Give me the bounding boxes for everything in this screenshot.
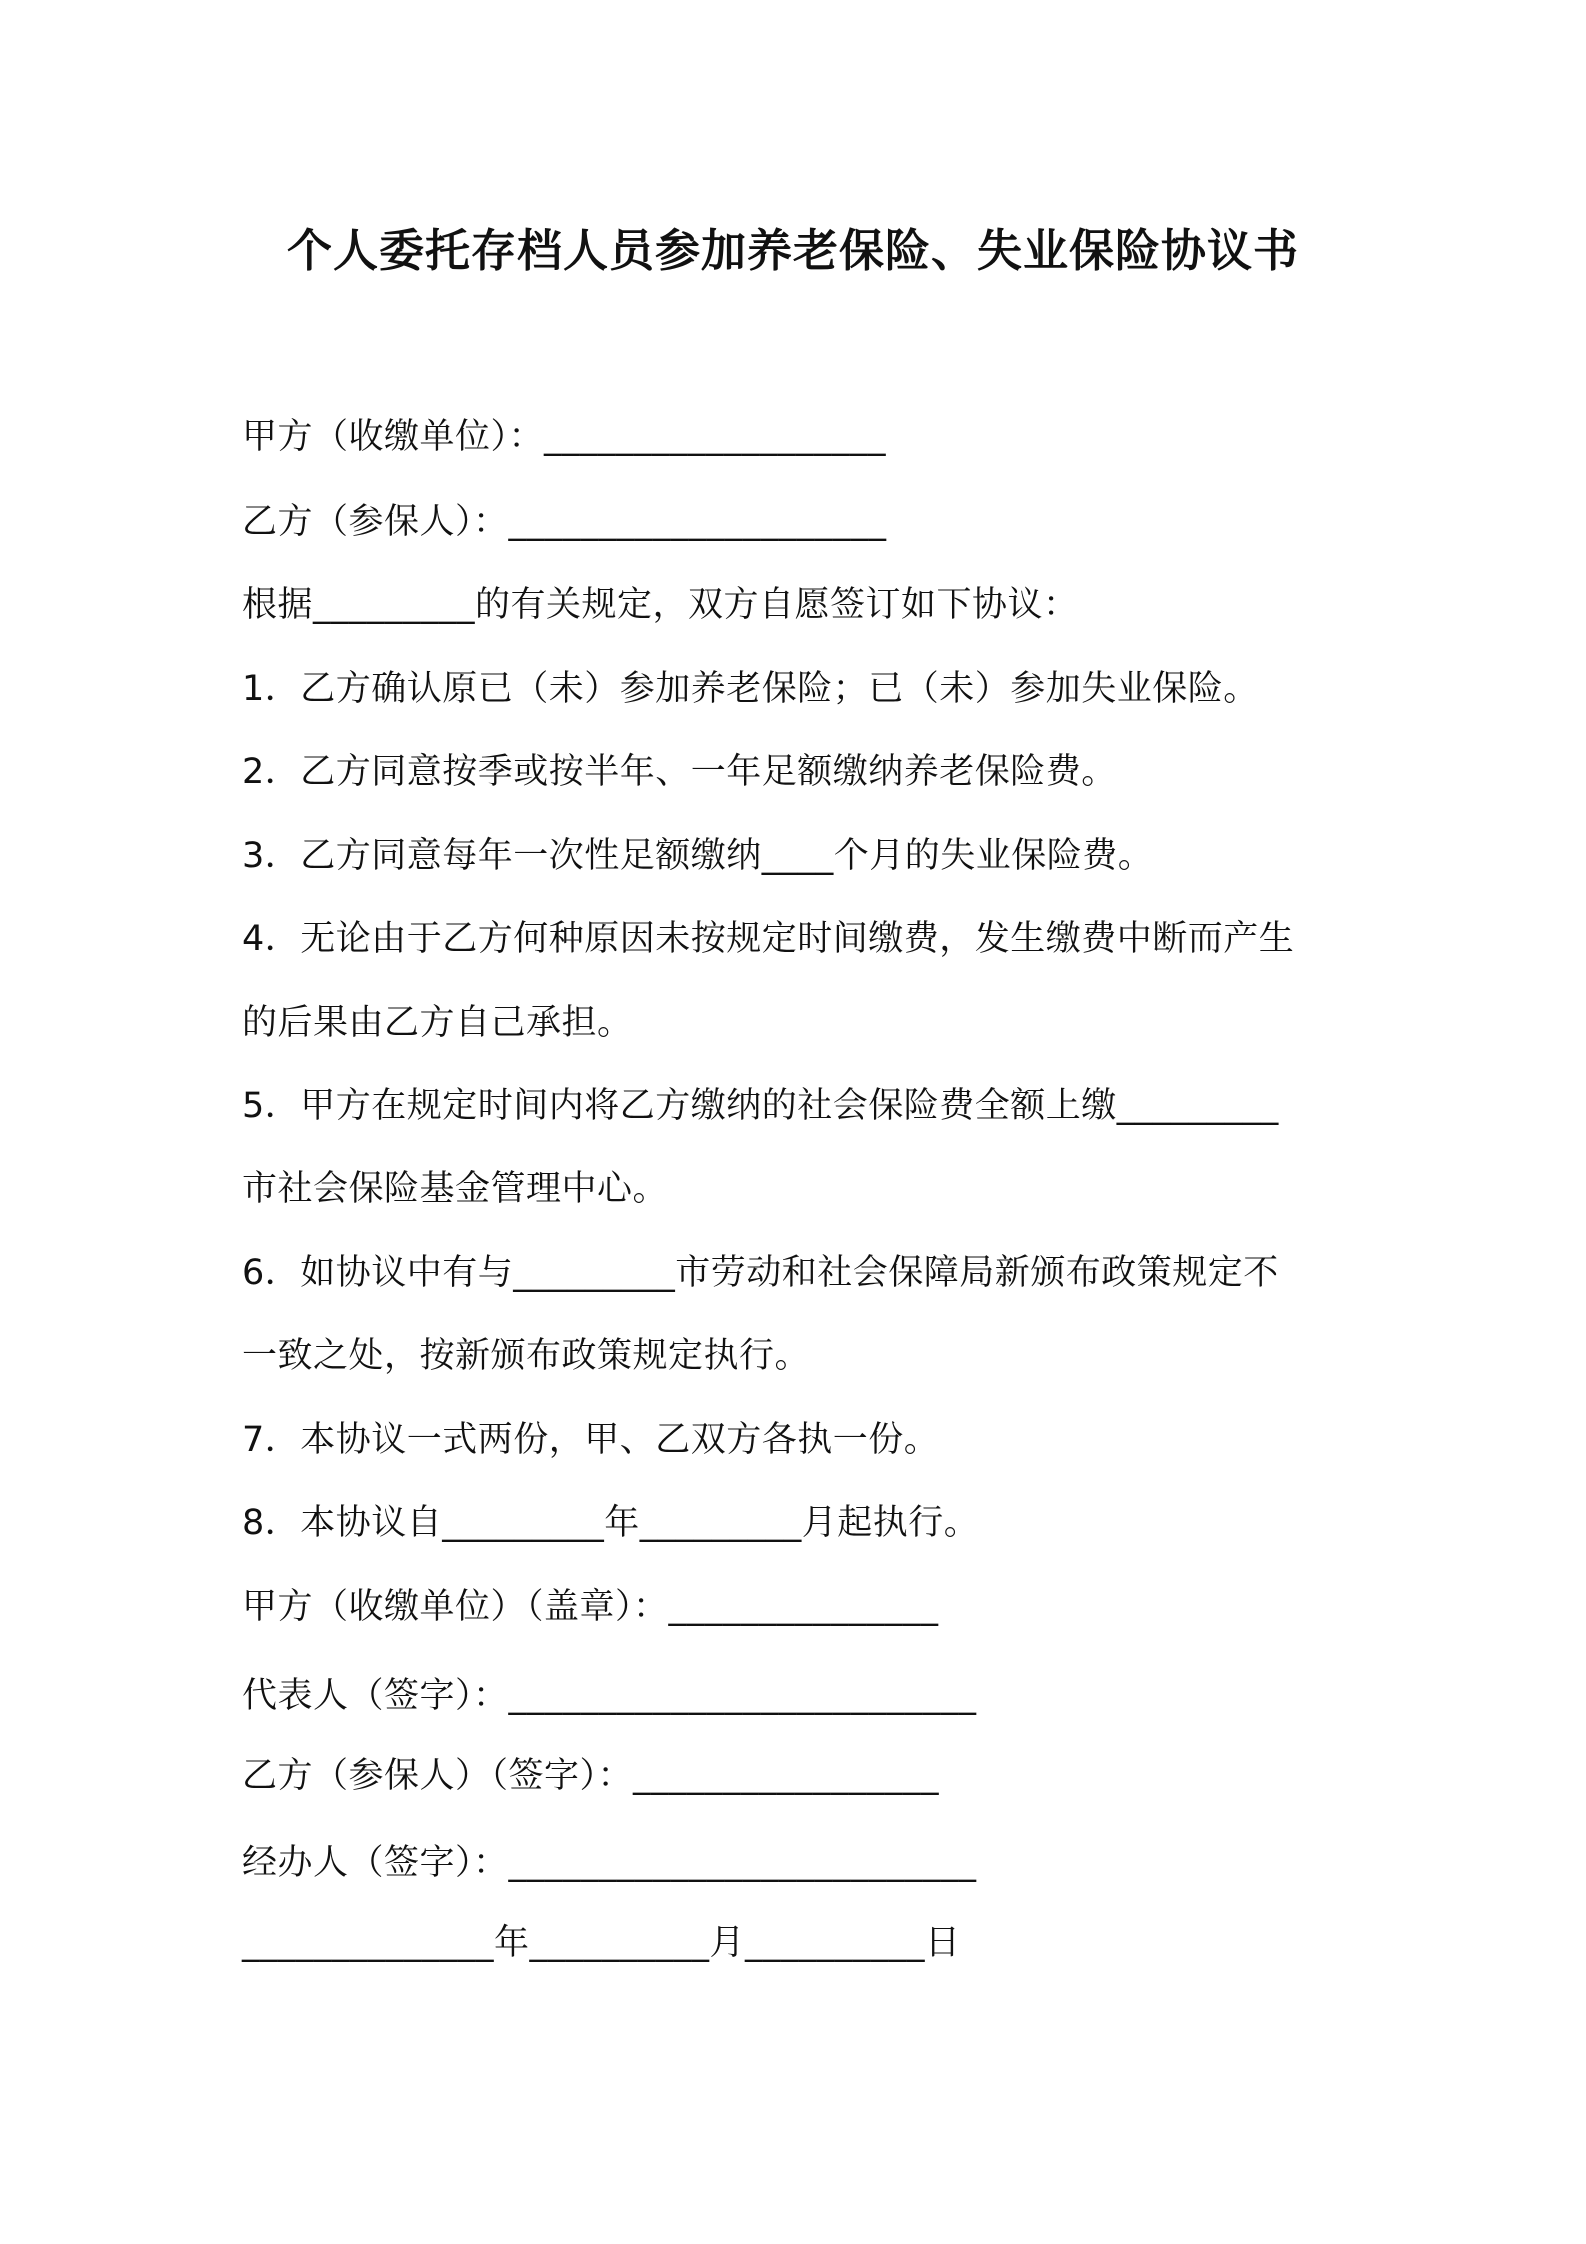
clause-5-line-1: 5．甲方在规定时间内将乙方缴纳的社会保险费全额上缴_________ <box>242 1086 1279 1126</box>
clause-7: 7．本协议一式两份，甲、乙双方各执一份。 <box>242 1420 940 1460</box>
clause-2: 2．乙方同意按季或按半年、一年足额缴纳养老保险费。 <box>242 752 1117 792</box>
clause-3: 3．乙方同意每年一次性足额缴纳____个月的失业保险费。 <box>242 836 1154 876</box>
party-a-seal-line: 甲方（收缴单位）（盖章）：_______________ <box>242 1587 939 1627</box>
party-b-signature-line: 乙方（参保人）（签字）：_________________ <box>242 1756 940 1796</box>
clause-5-line-2: 市社会保险基金管理中心。 <box>242 1169 669 1209</box>
clause-6-line-1: 6．如协议中有与_________市劳动和社会保障局新颁布政策规定不 <box>242 1253 1279 1293</box>
clause-8: 8．本协议自_________年_________月起执行。 <box>242 1503 980 1543</box>
party-a-collector-line: 甲方（收缴单位）：___________________ <box>242 417 887 457</box>
date-line: ______________年__________月__________日 <box>242 1923 961 1963</box>
party-b-insured-line: 乙方（参保人）：_____________________ <box>242 502 887 542</box>
clause-1: 1．乙方确认原已（未）参加养老保险；已（未）参加失业保险。 <box>242 669 1259 709</box>
clause-4-line-2: 的后果由乙方自己承担。 <box>242 1003 633 1043</box>
representative-signature-line: 代表人（签字）：__________________________ <box>242 1676 977 1716</box>
basis-line: 根据_________的有关规定，双方自愿签订如下协议： <box>242 585 1079 625</box>
clause-4-line-1: 4．无论由于乙方何种原因未按规定时间缴费，发生缴费中断而产生 <box>242 919 1295 959</box>
handler-signature-line: 经办人（签字）：__________________________ <box>242 1843 977 1883</box>
document-title: 个人委托存档人员参加养老保险、失业保险协议书 <box>286 224 1299 277</box>
clause-6-line-2: 一致之处，按新颁布政策规定执行。 <box>242 1336 811 1376</box>
